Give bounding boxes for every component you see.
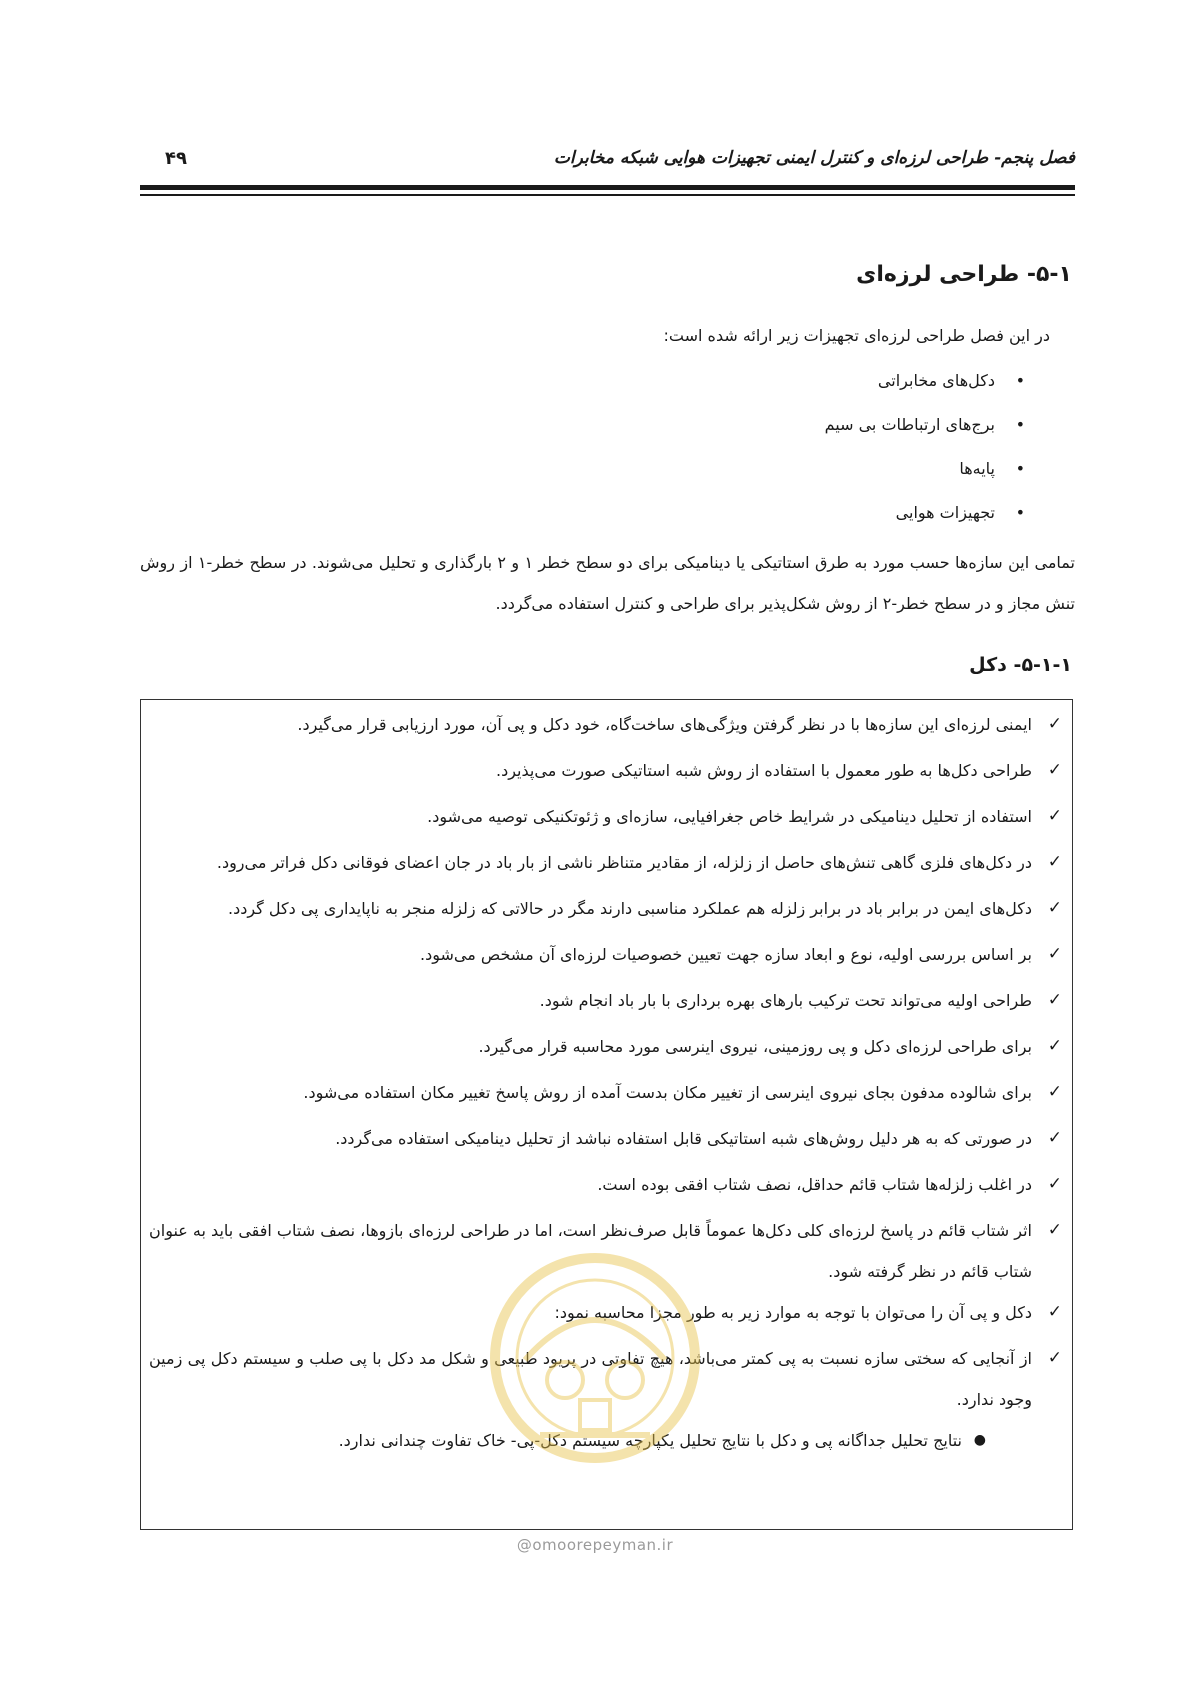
equipment-list <box>825 366 1025 542</box>
list-item: • برج‌های ارتباطات بی سیم <box>825 410 1025 454</box>
list-item: • پایه‌ها <box>825 454 1025 498</box>
running-header <box>140 140 1075 180</box>
checklist-item: ✓ برای طراحی لرزه‌ای دکل و پی روزمینی، نیروی اینرسی مورد محاسبه قرار می‌گیرد. <box>139 1026 1072 1072</box>
watermark-url: @omoorepeyman.ir <box>516 1536 674 1554</box>
checkmark-icon: ✓ <box>1047 1082 1062 1102</box>
checkmark-icon: ✓ <box>1047 806 1062 826</box>
checkmark-icon: ✓ <box>1047 898 1062 918</box>
watermark-logo-icon <box>480 1240 710 1470</box>
checklist-item: ✓ در صورتی که به هر دلیل روش‌های شبه استاتیکی قابل استفاده نباشد از تحلیل دینامیکی استفاده می‌گردد. <box>139 1118 1072 1164</box>
list-item: • تجهیزات هوایی <box>825 498 1025 542</box>
checklist-item: ✓ طراحی دکل‌ها به طور معمول با استفاده از روش شبه استاتیکی صورت می‌پذیرد. <box>139 750 1072 796</box>
checklist-item: ✓ دکل‌های ایمن در برابر باد در برابر زلزله هم عملکرد مناسبی دارند مگر در حالاتی که زلزله منجر به ناپایداری پی دکل گردد. <box>139 888 1072 934</box>
checklist-item: ✓ برای شالوده مدفون بجای نیروی اینرسی از تغییر مکان بدست آمده از روش پاسخ تغییر مکان استفاده می‌شود. <box>139 1072 1072 1118</box>
checklist-item: ✓ از آنجایی که سختی سازه نسبت به پی کمتر می‌باشد، هیچ تفاوتی در پریود طبیعی و شکل مد دکل با پی صلب و سیستم دکل پی زمین وجود ندارد. <box>139 1338 1072 1420</box>
checklist-item: ✓ طراحی اولیه می‌تواند تحت ترکیب بارهای بهره برداری با بار باد انجام شود. <box>139 980 1072 1026</box>
checklist-item: ✓ اثر شتاب قائم در پاسخ لرزه‌ای کلی دکل‌ها عموماً قابل صرف‌نظر است، اما در طراحی لرزه‌ای بازوها، نصف شتاب افقی باید به عنوان شتاب قائم در نظر گرفته شود. <box>139 1210 1072 1292</box>
checkmark-icon: ✓ <box>1047 1348 1062 1368</box>
checklist-item: ✓ دکل و پی آن را می‌توان با توجه به موارد زیر به طور مجزا محاسبه نمود: <box>139 1292 1072 1338</box>
checkmark-icon: ✓ <box>1047 714 1062 734</box>
checkmark-icon: ✓ <box>1047 760 1062 780</box>
checkmark-icon: ✓ <box>1047 944 1062 964</box>
checklist-item: ✓ ایمنی لرزه‌ای این سازه‌ها با در نظر گرفتن ویژگی‌های ساخت‌گاه، خود دکل و پی آن، مورد ارزیابی قرار می‌گیرد. <box>139 704 1072 750</box>
checkmark-icon: ✓ <box>1047 1128 1062 1148</box>
list-item: • دکل‌های مخابراتی <box>825 366 1025 410</box>
section-heading: ۵-۱- طراحی لرزه‌ای <box>856 262 1072 287</box>
checklist-item: ✓ در اغلب زلزله‌ها شتاب قائم حداقل، نصف شتاب افقی بوده است. <box>139 1164 1072 1210</box>
checkmark-icon: ✓ <box>1047 1220 1062 1240</box>
header-rule-thick <box>140 185 1075 190</box>
checkmark-icon: ✓ <box>1047 990 1062 1010</box>
bullet-icon: ● <box>973 1432 986 1448</box>
checklist-item: ✓ در دکل‌های فلزی گاهی تنش‌های حاصل از زلزله، از مقادیر متناظر ناشی از بار باد در جان اعضای فوقانی دکل فراتر می‌رود. <box>139 842 1072 888</box>
page-number: ۴۹ <box>165 148 187 169</box>
section-intro: در این فصل طراحی لرزه‌ای تجهیزات زیر ارائه شده است: <box>663 326 1050 345</box>
section-paragraph: تمامی این سازه‌ها حسب مورد به طرق استاتیکی یا دینامیکی برای دو سطح خطر ۱ و ۲ بارگذاری و تحلیل می‌شوند. در سطح خطر-۱ از روش تنش مجاز و در سطح خطر-۲ از روش شکل‌پذیر برای طراحی و کنترل استفاده می‌گردد. <box>140 553 1076 613</box>
checklist-sub-item: ● نتایج تحلیل جداگانه پی و دکل با نتایج تحلیل یکپارچه سیستم دکل-پی- خاک تفاوت چندانی ندارد. <box>139 1420 1072 1466</box>
running-header-title: فصل پنجم- طراحی لرزه‌ای و کنترل ایمنی تجهیزات هوایی شبکه مخابرات <box>553 148 1075 168</box>
checklist-item: ✓ بر اساس بررسی اولیه، نوع و ابعاد سازه جهت تعیین خصوصیات لرزه‌ای آن مشخص می‌شود. <box>139 934 1072 980</box>
checklist-item: ✓ استفاده از تحلیل دینامیکی در شرایط خاص جغرافیایی، سازه‌ای و ژئوتکنیکی توصیه می‌شود. <box>139 796 1072 842</box>
subsection-heading: ۵-۱-۱- دکل <box>969 654 1072 676</box>
checkmark-icon: ✓ <box>1047 1302 1062 1322</box>
checkmark-icon: ✓ <box>1047 1036 1062 1056</box>
header-rule-thin <box>140 194 1075 196</box>
checkmark-icon: ✓ <box>1047 852 1062 872</box>
checkmark-icon: ✓ <box>1047 1174 1062 1194</box>
